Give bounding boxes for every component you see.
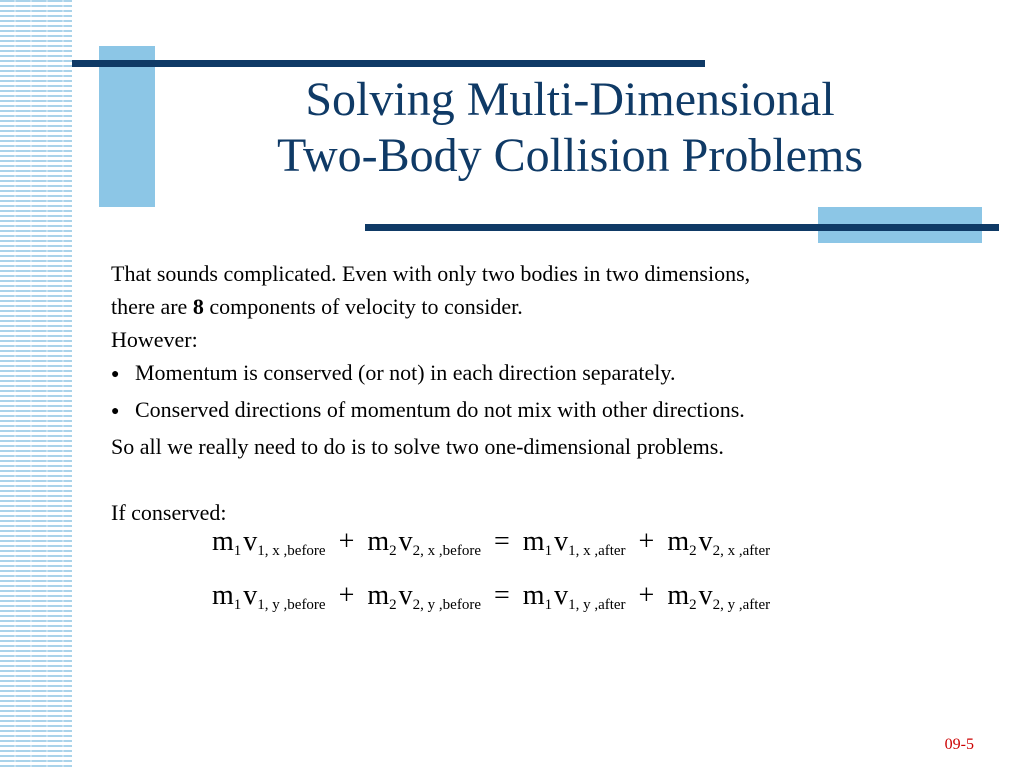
plus-operator: + [638, 580, 655, 611]
subscript: 1 [544, 597, 553, 613]
plus-operator: + [638, 526, 655, 557]
subscript: 1, x ,before [257, 543, 326, 559]
slide-title [170, 72, 970, 184]
momentum-equation-y [212, 580, 770, 614]
subscript: 1, y ,after [568, 597, 626, 613]
subscript: 1 [233, 543, 242, 559]
velocity-symbol: v [398, 580, 413, 611]
subscript: 1 [233, 597, 242, 613]
title-top-rule [72, 60, 705, 67]
title-bottom-rule [365, 224, 999, 231]
subscript: 2, y ,before [412, 597, 481, 613]
subscript: 2 [689, 543, 697, 559]
velocity-symbol: v [554, 580, 569, 611]
bullet-text: Conserved directions of momentum do not mix with other directions. [135, 397, 745, 422]
subscript: 1 [544, 543, 553, 559]
velocity-symbol: v [243, 526, 258, 557]
body-line: So all we really need to do is to solve two one-dimensional problems. [111, 434, 724, 459]
velocity-symbol: v [398, 526, 413, 557]
subscript: 2 [689, 597, 697, 613]
plus-operator: + [338, 526, 355, 557]
bullet-item [111, 356, 971, 393]
body-line: If conserved: [111, 500, 227, 525]
equals-operator: = [493, 580, 510, 611]
momentum-equation-x [212, 526, 770, 560]
plus-operator: + [338, 580, 355, 611]
subscript: 2 [389, 543, 397, 559]
body-text-span: components of velocity to consider. [203, 294, 523, 319]
velocity-symbol: v [698, 526, 713, 557]
velocity-symbol: v [698, 580, 713, 611]
slide-title-line2: Two-Body Collision Problems [276, 129, 863, 182]
body-line: That sounds complicated. Even with only two bodies in two dimensions, [111, 261, 751, 286]
velocity-count: 8 [192, 294, 204, 319]
mass-symbol: m [667, 580, 690, 611]
subscript: 1, y ,before [257, 597, 326, 613]
body-text-span: there are [111, 294, 193, 319]
bullet-dot-icon: ● [111, 404, 120, 419]
title-accent-block [99, 46, 155, 207]
subscript: 2, x ,after [712, 543, 771, 559]
equals-operator: = [493, 526, 510, 557]
slide-body [111, 257, 971, 529]
bullet-text: Momentum is conserved (or not) in each direction separately. [135, 360, 676, 385]
subscript: 2, x ,before [412, 543, 481, 559]
velocity-symbol: v [554, 526, 569, 557]
body-line [111, 290, 971, 323]
slide-number: 09-5 [944, 736, 974, 753]
mass-symbol: m [367, 580, 390, 611]
subscript: 2, y ,after [712, 597, 771, 613]
left-striped-border [0, 0, 72, 768]
body-line: However: [111, 327, 198, 352]
subscript: 2 [389, 597, 397, 613]
mass-symbol: m [212, 526, 234, 557]
subscript: 1, x ,after [568, 543, 626, 559]
mass-symbol: m [367, 526, 390, 557]
mass-symbol: m [522, 526, 545, 557]
velocity-symbol: v [243, 580, 258, 611]
spacer [111, 463, 971, 496]
mass-symbol: m [212, 580, 234, 611]
bullet-item [111, 393, 971, 430]
bullet-dot-icon: ● [111, 367, 120, 382]
slide-title-line1: Solving Multi-Dimensional [305, 73, 835, 126]
mass-symbol: m [667, 526, 690, 557]
mass-symbol: m [522, 580, 545, 611]
